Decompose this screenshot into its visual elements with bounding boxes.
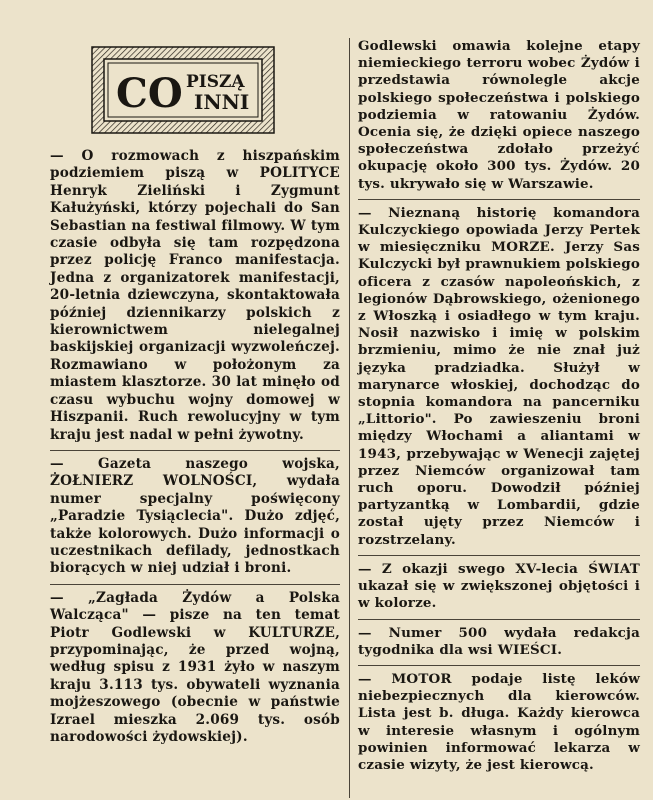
article-swiat: — Z okazji swego XV-lecia ŚWIAT ukazał się w zwiększonej objętości i w kolorze. bbox=[358, 560, 640, 612]
article-zolnierz-wolnosci: — Gazeta naszego wojska, ŻOŁNIERZ WOLNOŚCI, wydała numer specjalny poświęcony „Paradzie Tysiąclecia". Dużo zdjęć, także kolorowych. Dużo informacji o uczestnikach defilady, jednostkach biorących w niej udział i broni. bbox=[50, 455, 340, 577]
column-divider bbox=[349, 38, 350, 798]
article-san-sebastian: — O rozmowach z hiszpańskim podziemiem piszą w POLITYCE Henryk Zieliński i Zygmunt Kałużyński, którzy pojechali do San Sebastian na festiwal filmowy. W tym czasie odbyła się tam rozpędzona przez policję Franco manifestacja. Jedna z organizatorek manifestacji, 20-letnia dziewczyna, skontaktowała później dziennikarzy polskich z kierownictwem nielegalnej baskijskiej organizacji wyzwoleńczej. Rozmawiano w położonym za miastem klasztorze. 30 lat minęło od czasu wybuchu wojny domowej w Hiszpanii. Ruch rewolucyjny w tym kraju jest nadal w pełni żywotny. bbox=[50, 148, 340, 443]
column-logo bbox=[90, 45, 276, 135]
article-separator bbox=[50, 584, 340, 585]
article-motor: — MOTOR podaje listę leków niebezpiecznych dla kierowców. Lista jest b. długa. Każdy kierowca w interesie własnym i ogólnym powinien informować lekarza w czasie wizyty, że jest kierowcą. bbox=[358, 670, 640, 773]
article-separator bbox=[358, 619, 640, 620]
article-godlewski-continued: Godlewski omawia kolejne etapy niemieckiego terroru wobec Żydów i przedstawia równolegle akcje polskiego społeczeństwa i polskiego podziemia w ratowaniu Żydów. Ocenia się, że dzięki opiece naszego społeczeństwa zdołało przeżyć okupację około 300 tys. Żydów. 20 tys. ukrywało się w Warszawie. bbox=[358, 38, 640, 192]
logo-word-pisza: PISZĄ bbox=[186, 72, 245, 92]
logo-word-co: CO bbox=[116, 70, 183, 117]
right-column bbox=[358, 38, 640, 780]
article-zaglada-zydow: — „Zagłada Żydów a Polska Walcząca" — pisze na ten temat Piotr Godlewski w KULTURZE, przypominając, że przed wojną, według spisu z 1931 żyło w naszym kraju 3.113 tys. obywateli wyznania mojżeszowego (obecnie w państwie Izrael mieszka 2.069 tys. osób narodowości żydowskiej). bbox=[50, 589, 340, 745]
column-logo-graphic bbox=[90, 45, 276, 135]
article-separator bbox=[358, 555, 640, 556]
article-separator bbox=[358, 665, 640, 666]
article-wiesci: — Numer 500 wydała redakcja tygodnika dla wsi WIEŚCI. bbox=[358, 624, 640, 658]
logo-word-inni: INNI bbox=[194, 90, 250, 114]
article-kulczycki: — Nieznaną historię komandora Kulczyckiego opowiada Jerzy Pertek w miesięczniku MORZE. Jerzy Sas Kulczycki był prawnukiem polskiego oficera z czasów napoleońskich, z legionów Dąbrowskiego, ożenionego z Włoszką i osiadłego w tym kraju. Nosił nazwisko i imię w polskim brzmieniu, mimo że nie znał już języka pradziadka. Służył w marynarce włoskiej, dochodząc do stopnia komandora na pancerniku „Littorio". Po zawieszeniu broni między Włochami a aliantami w 1943, przebywając w Wenecji zajętej przez Niemców organizował tam ruch oporu. Dowodził później partyzantką w Lombardii, gdzie został ujęty przez Niemców i rozstrzelany. bbox=[358, 204, 640, 548]
article-separator bbox=[358, 199, 640, 200]
left-column bbox=[50, 148, 340, 752]
article-separator bbox=[50, 450, 340, 451]
